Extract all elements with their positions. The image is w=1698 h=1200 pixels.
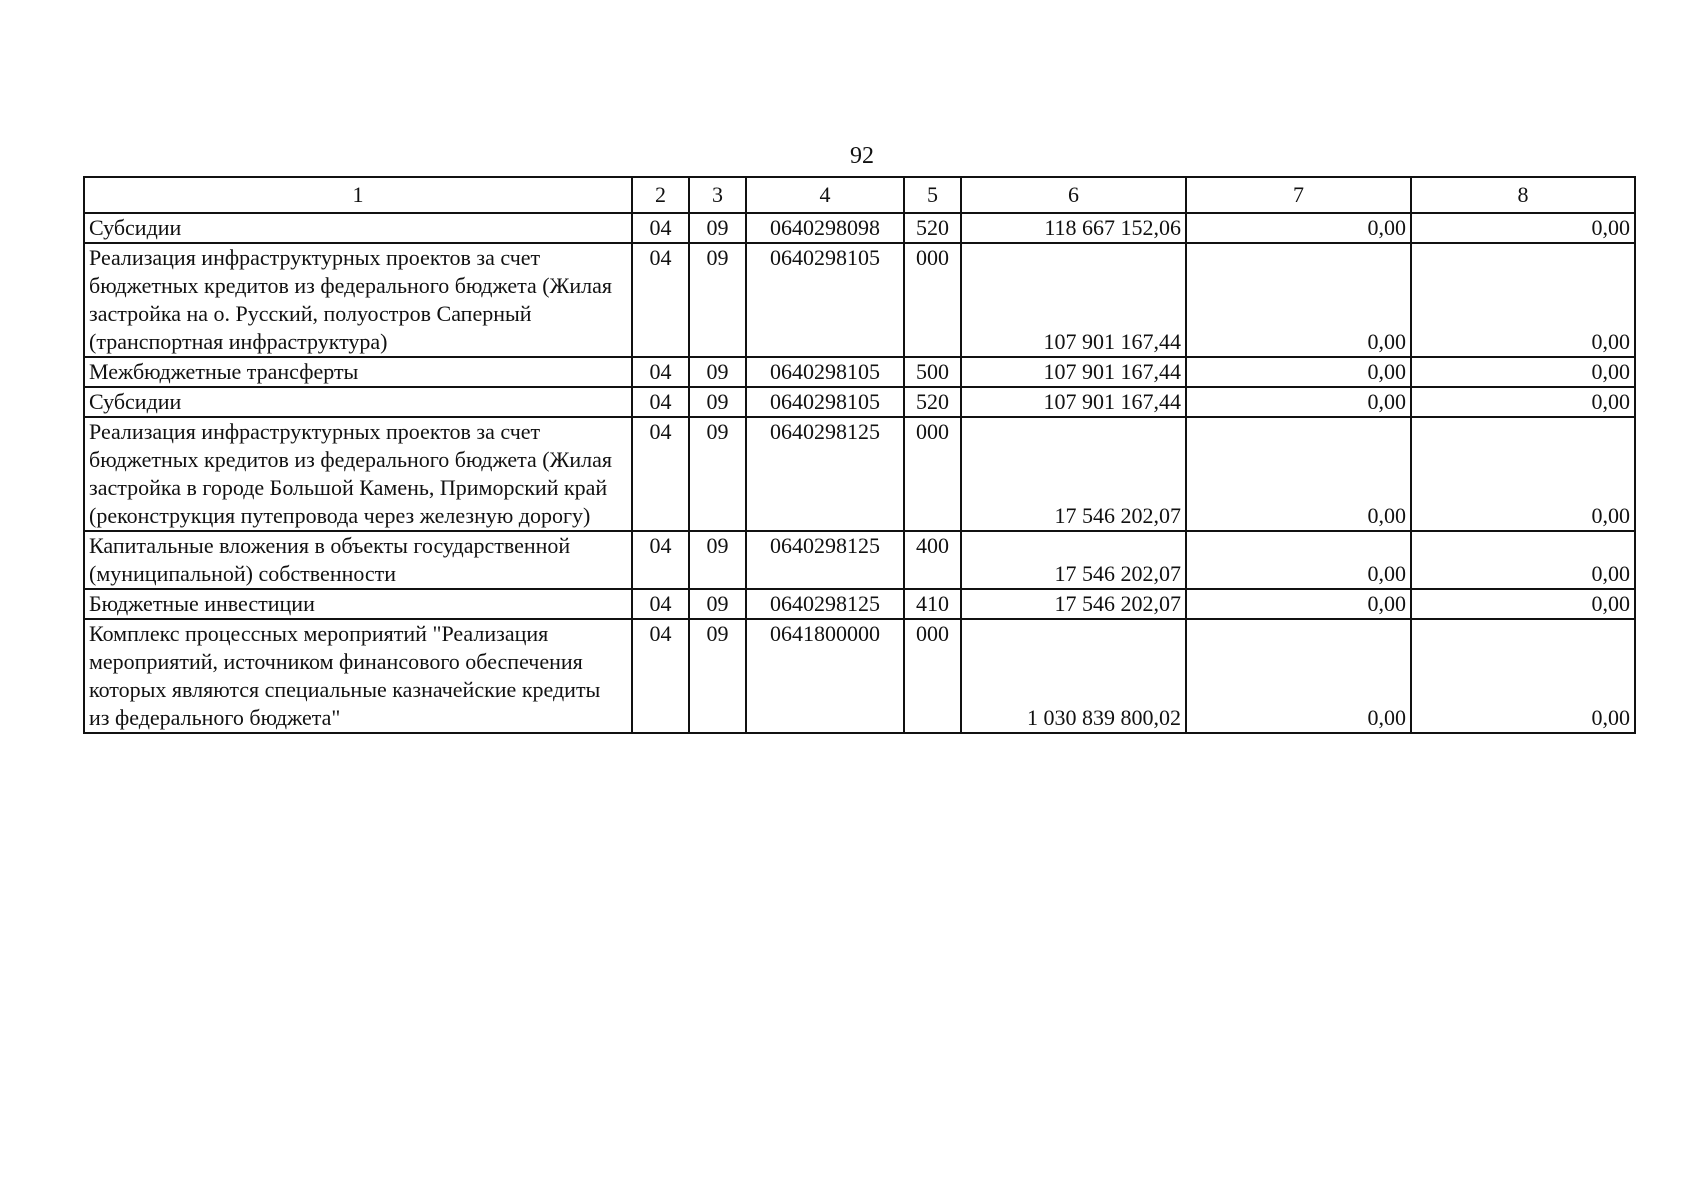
subsection-code-cell: 09 (689, 417, 746, 531)
amount-col8-cell: 0,00 (1411, 243, 1635, 357)
header-cell: 1 (84, 177, 632, 213)
header-cell: 3 (689, 177, 746, 213)
expense-type-cell: 520 (904, 387, 961, 417)
header-cell: 8 (1411, 177, 1635, 213)
target-code-cell: 0640298125 (746, 531, 904, 589)
subsection-code-cell: 09 (689, 357, 746, 387)
expense-type-cell: 000 (904, 619, 961, 733)
amount-col7-cell: 0,00 (1186, 243, 1411, 357)
target-code-cell: 0641800000 (746, 619, 904, 733)
amount-col6-cell: 1 030 839 800,02 (961, 619, 1186, 733)
subsection-code-cell: 09 (689, 531, 746, 589)
amount-col6-cell: 118 667 152,06 (961, 213, 1186, 243)
table-row (84, 589, 1635, 619)
expense-type-cell: 500 (904, 357, 961, 387)
expense-type-cell: 520 (904, 213, 961, 243)
target-code-cell: 0640298105 (746, 357, 904, 387)
subsection-code-cell: 09 (689, 619, 746, 733)
section-code-cell: 04 (632, 619, 689, 733)
amount-col7-cell: 0,00 (1186, 387, 1411, 417)
expense-type-cell: 000 (904, 243, 961, 357)
header-cell: 6 (961, 177, 1186, 213)
row-name-cell: Капитальные вложения в объекты государственной (муниципальной) собственности (84, 531, 632, 589)
section-code-cell: 04 (632, 589, 689, 619)
row-name-cell: Субсидии (84, 387, 632, 417)
amount-col7-cell: 0,00 (1186, 357, 1411, 387)
amount-col6-cell: 17 546 202,07 (961, 417, 1186, 531)
target-code-cell: 0640298105 (746, 243, 904, 357)
section-code-cell: 04 (632, 417, 689, 531)
amount-col8-cell: 0,00 (1411, 531, 1635, 589)
amount-col6-cell: 107 901 167,44 (961, 357, 1186, 387)
subsection-code-cell: 09 (689, 387, 746, 417)
row-name-cell: Субсидии (84, 213, 632, 243)
amount-col6-cell: 17 546 202,07 (961, 589, 1186, 619)
amount-col8-cell: 0,00 (1411, 589, 1635, 619)
amount-col7-cell: 0,00 (1186, 531, 1411, 589)
table-row (84, 387, 1635, 417)
section-code-cell: 04 (632, 213, 689, 243)
amount-col8-cell: 0,00 (1411, 619, 1635, 733)
table-row (84, 619, 1635, 733)
table-row (84, 417, 1635, 531)
section-code-cell: 04 (632, 387, 689, 417)
row-name-cell: Реализация инфраструктурных проектов за счет бюджетных кредитов из федерального бюджета (Жилая застройка в городе Большой Камень, Приморский край (реконструкция путепровода через железную дорогу) (84, 417, 632, 531)
amount-col7-cell: 0,00 (1186, 619, 1411, 733)
target-code-cell: 0640298098 (746, 213, 904, 243)
amount-col8-cell: 0,00 (1411, 387, 1635, 417)
amount-col6-cell: 107 901 167,44 (961, 387, 1186, 417)
amount-col7-cell: 0,00 (1186, 417, 1411, 531)
row-name-cell: Комплекс процессных мероприятий "Реализация мероприятий, источником финансового обеспечения которых являются специальные казначейские кредиты из федерального бюджета" (84, 619, 632, 733)
amount-col8-cell: 0,00 (1411, 357, 1635, 387)
subsection-code-cell: 09 (689, 589, 746, 619)
row-name-cell: Бюджетные инвестиции (84, 589, 632, 619)
row-name-cell: Реализация инфраструктурных проектов за счет бюджетных кредитов из федерального бюджета (Жилая застройка на о. Русский, полуостров Саперный (транспортная инфраструктура) (84, 243, 632, 357)
header-cell: 5 (904, 177, 961, 213)
header-cell: 2 (632, 177, 689, 213)
table-row (84, 531, 1635, 589)
target-code-cell: 0640298105 (746, 387, 904, 417)
section-code-cell: 04 (632, 243, 689, 357)
target-code-cell: 0640298125 (746, 589, 904, 619)
amount-col8-cell: 0,00 (1411, 417, 1635, 531)
expense-type-cell: 410 (904, 589, 961, 619)
expense-type-cell: 400 (904, 531, 961, 589)
header-cell: 4 (746, 177, 904, 213)
amount-col8-cell: 0,00 (1411, 213, 1635, 243)
table-row (84, 243, 1635, 357)
amount-col6-cell: 17 546 202,07 (961, 531, 1186, 589)
expense-type-cell: 000 (904, 417, 961, 531)
page-number: 92 (850, 143, 874, 169)
header-cell: 7 (1186, 177, 1411, 213)
row-name-cell: Межбюджетные трансферты (84, 357, 632, 387)
section-code-cell: 04 (632, 531, 689, 589)
section-code-cell: 04 (632, 357, 689, 387)
amount-col6-cell: 107 901 167,44 (961, 243, 1186, 357)
amount-col7-cell: 0,00 (1186, 213, 1411, 243)
table-row (84, 357, 1635, 387)
table-header-row (84, 177, 1635, 213)
subsection-code-cell: 09 (689, 243, 746, 357)
amount-col7-cell: 0,00 (1186, 589, 1411, 619)
budget-table (83, 176, 1636, 734)
subsection-code-cell: 09 (689, 213, 746, 243)
table-row (84, 213, 1635, 243)
target-code-cell: 0640298125 (746, 417, 904, 531)
